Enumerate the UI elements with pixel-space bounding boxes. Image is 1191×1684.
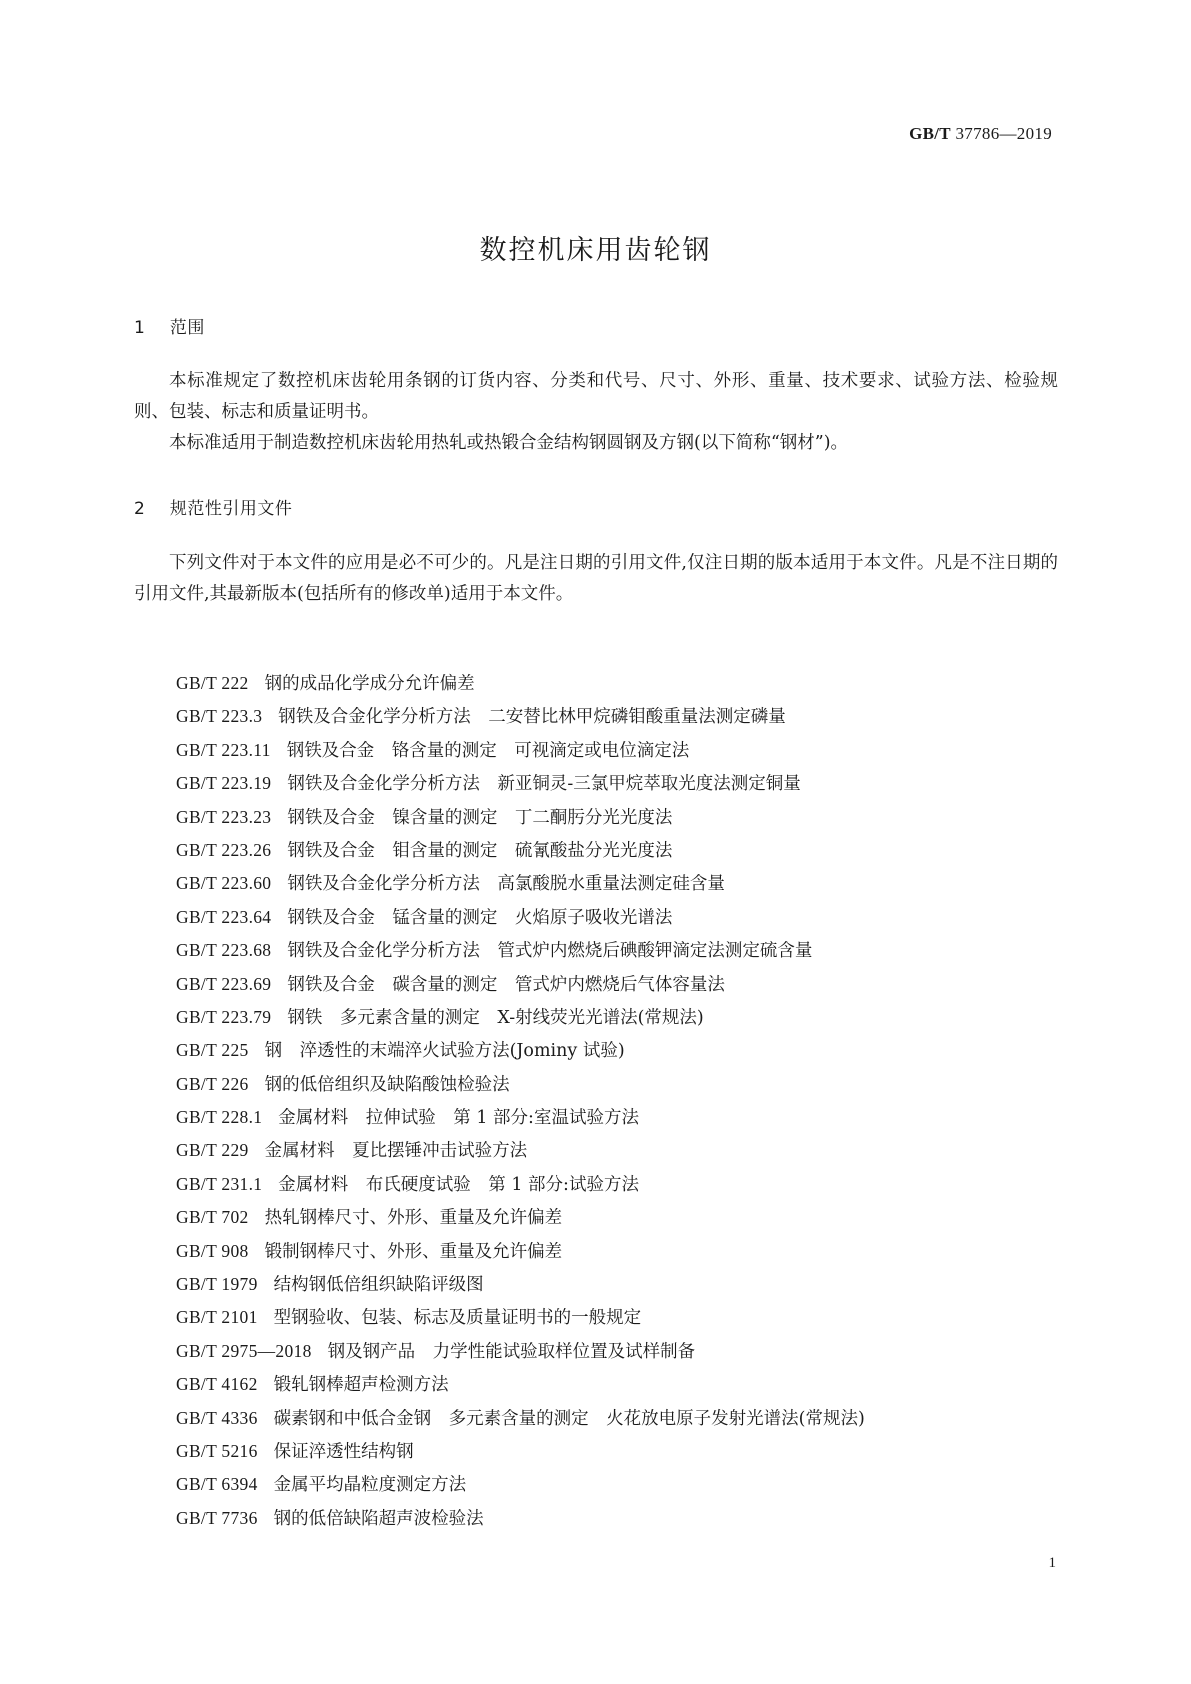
reference-title: 钢铁及合金化学分析方法 管式炉内燃烧后碘酸钾滴定法测定硫含量 [287,941,813,962]
section-heading-references [134,494,292,519]
reference-item [176,1368,865,1401]
reference-code: GB/T 223.19 [176,773,272,794]
reference-code: GB/T 2975—2018 [176,1340,312,1361]
reference-code: GB/T 225 [176,1040,249,1061]
section-number: 2 [134,499,146,519]
reference-title: 钢的低倍组织及缺陷酸蚀检验法 [264,1074,510,1095]
reference-item [176,1235,865,1268]
reference-item [176,734,865,767]
reference-item [176,1201,865,1234]
section-heading-scope [134,313,205,338]
reference-code: GB/T 2101 [176,1307,258,1328]
document-title: 数控机床用齿轮钢 [479,235,712,266]
reference-code: GB/T 223.23 [176,806,272,827]
standard-code [909,124,1052,144]
section-number: 1 [134,318,146,338]
reference-code: GB/T 6394 [176,1474,258,1495]
reference-title: 钢铁及合金 铬含量的测定 可视滴定或电位滴定法 [286,740,690,761]
section-title: 范围 [169,318,205,338]
reference-code: GB/T 223.11 [176,739,271,760]
reference-item [176,1335,865,1368]
reference-item [176,1468,865,1501]
reference-code: GB/T 231.1 [176,1173,263,1194]
reference-code: GB/T 7736 [176,1507,258,1528]
reference-item [176,1502,865,1535]
reference-code: GB/T 223.64 [176,906,272,927]
reference-item [176,1134,865,1167]
reference-item [176,1435,865,1468]
reference-item [176,968,865,1001]
reference-code: GB/T 4162 [176,1374,258,1395]
reference-title: 钢及钢产品 力学性能试验取样位置及试样制备 [327,1341,696,1362]
reference-title: 钢 淬透性的末端淬火试验方法(Jominy 试验) [264,1041,625,1062]
reference-code: GB/T 228.1 [176,1107,263,1128]
reference-code: GB/T 223.60 [176,873,272,894]
reference-code: GB/T 223.26 [176,839,272,860]
standard-prefix: GB/T [909,124,951,143]
reference-title: 金属材料 布氏硬度试验 第 1 部分:试验方法 [278,1174,639,1195]
reference-code: GB/T 223.68 [176,940,272,961]
reference-title: 热轧钢棒尺寸、外形、重量及允许偏差 [264,1208,563,1229]
reference-title: 钢的成品化学成分允许偏差 [264,674,475,694]
reference-title: 保证淬透性结构钢 [273,1441,414,1462]
reference-title: 锻轧钢棒超声检测方法 [273,1375,449,1396]
reference-title: 钢的低倍缺陷超声波检验法 [273,1508,484,1529]
reference-item [176,801,865,834]
reference-item [176,901,865,934]
reference-item [176,834,865,867]
reference-title: 金属材料 夏比摆锤冲击试验方法 [264,1141,528,1162]
reference-title: 钢铁及合金化学分析方法 二安替比林甲烷磷钼酸重量法测定磷量 [278,707,786,728]
reference-title: 型钢验收、包装、标志及质量证明书的一般规定 [273,1308,642,1329]
reference-title: 钢铁及合金 镍含量的测定 丁二酮肟分光光度法 [287,807,673,828]
reference-title: 碳素钢和中低合金钢 多元素含量的测定 火花放电原子发射光谱法(常规法) [273,1408,865,1429]
reference-item [176,1034,865,1067]
scope-paragraph-2: 本标准适用于制造数控机床齿轮用热轧或热锻合金结构钢圆钢及方钢(以下简称“钢材”)。 [169,433,849,453]
reference-code: GB/T 908 [176,1240,249,1261]
reference-title: 金属平均晶粒度测定方法 [273,1475,467,1496]
reference-list [176,667,865,1535]
reference-item [176,1268,865,1301]
reference-item [176,767,865,800]
reference-code: GB/T 223.79 [176,1006,272,1027]
reference-item [176,867,865,900]
reference-title: 金属材料 拉伸试验 第 1 部分:室温试验方法 [278,1108,639,1129]
reference-title: 钢铁及合金 锰含量的测定 火焰原子吸收光谱法 [287,907,673,928]
scope-paragraph-1: 本标准规定了数控机床齿轮用条钢的订货内容、分类和代号、尺寸、外形、重量、技术要求、试验方法、检验规则、包装、标志和质量证明书。 [134,371,1058,422]
standard-number: 37786—2019 [955,124,1052,143]
reference-code: GB/T 702 [176,1207,249,1228]
references-intro: 下列文件对于本文件的应用是必不可少的。凡是注日期的引用文件,仅注日期的版本适用于本文件。凡是不注日期的引用文件,其最新版本(包括所有的修改单)适用于本文件。 [134,553,1058,604]
reference-title: 钢铁及合金 钼含量的测定 硫氰酸盐分光光度法 [287,840,673,861]
reference-title: 锻制钢棒尺寸、外形、重量及允许偏差 [264,1241,563,1262]
reference-item [176,1068,865,1101]
reference-item [176,667,865,700]
page-number: 1 [1048,1555,1056,1571]
reference-code: GB/T 5216 [176,1440,258,1461]
reference-item [176,700,865,733]
reference-item [176,1168,865,1201]
reference-code: GB/T 223.69 [176,973,272,994]
reference-item [176,1301,865,1334]
reference-code: GB/T 4336 [176,1407,258,1428]
reference-code: GB/T 1979 [176,1274,258,1295]
reference-code: GB/T 226 [176,1073,249,1094]
reference-item [176,934,865,967]
reference-title: 钢铁及合金 碳含量的测定 管式炉内燃烧后气体容量法 [287,974,725,995]
reference-code: GB/T 229 [176,1140,249,1161]
section-title: 规范性引用文件 [169,499,293,519]
reference-title: 钢铁及合金化学分析方法 新亚铜灵-三氯甲烷萃取光度法测定铜量 [287,774,801,795]
reference-code: GB/T 223.3 [176,706,263,727]
reference-item [176,1101,865,1134]
reference-item [176,1001,865,1034]
reference-title: 结构钢低倍组织缺陷评级图 [273,1275,484,1296]
reference-title: 钢铁 多元素含量的测定 X-射线荧光光谱法(常规法) [287,1007,704,1028]
reference-code: GB/T 222 [176,673,249,693]
reference-title: 钢铁及合金化学分析方法 高氯酸脱水重量法测定硅含量 [287,874,725,895]
reference-item [176,1402,865,1435]
